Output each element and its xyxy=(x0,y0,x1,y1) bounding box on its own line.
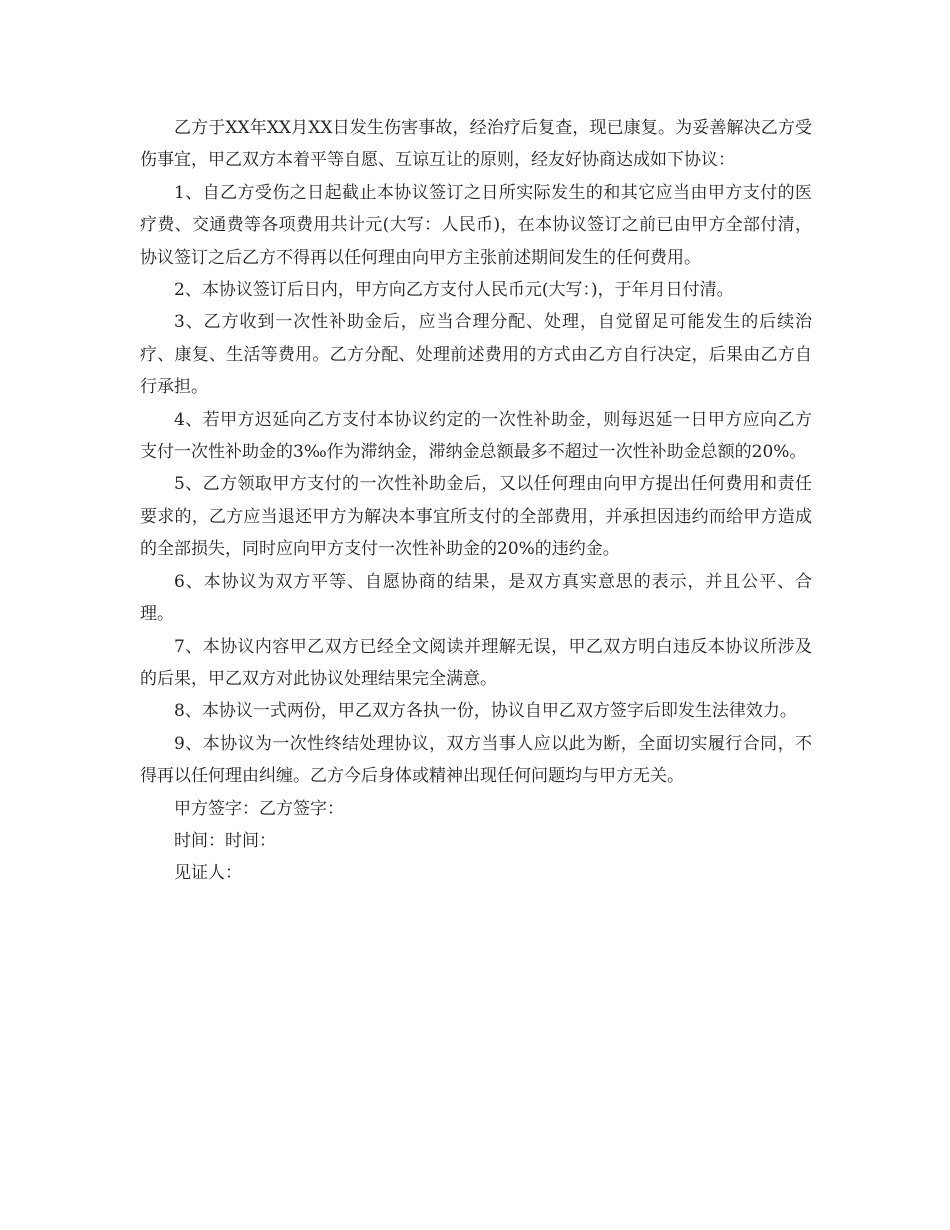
clause-9: 9、本协议为一次性终结处理协议，双方当事人应以此为断，全面切实履行合同，不得再以任何理由纠缠。乙方今后身体或精神出现任何问题均与甲方无关。 xyxy=(140,733,812,787)
clause-1: 1、自乙方受伤之日起截止本协议签订之日所实际发生的和其它应当由甲方支付的医疗费、交通费等各项费用共计元(大写：人民币)，在本协议签订之前已由甲方全部付清，协议签订之后乙方不得再以任何理由向甲方主张前述期间发生的任何费用。 xyxy=(140,182,812,268)
clause-4: 4、若甲方迟延向乙方支付本协议约定的一次性补助金，则每迟延一日甲方应向乙方支付一次性补助金的3‰作为滞纳金，滞纳金总额最多不超过一次性补助金总额的20%。 xyxy=(140,409,812,463)
clause-6: 6、本协议为双方平等、自愿协商的结果，是双方真实意思的表示，并且公平、合理。 xyxy=(140,571,812,625)
document-body xyxy=(140,112,812,890)
witness-line: 见证人： xyxy=(174,863,242,884)
intro-paragraph: 乙方于XX年XX月XX日发生伤害事故，经治疗后复查，现已康复。为妥善解决乙方受伤事宜，甲乙双方本着平等自愿、互谅互让的原则，经友好协商达成如下协议： xyxy=(140,118,812,171)
clause-5: 5、乙方领取甲方支付的一次性补助金后，又以任何理由向甲方提出任何费用和责任要求的，乙方应当退还甲方为解决本事宜所支付的全部费用，并承担因违约而给甲方造成的全部损失，同时应向甲方支付一次性补助金的20%的违约金。 xyxy=(140,474,812,560)
clause-2: 2、本协议签订后日内，甲方向乙方支付人民币元(大写：)，于年月日付清。 xyxy=(174,280,734,301)
clause-8: 8、本协议一式两份，甲乙双方各执一份，协议自甲乙双方签字后即发生法律效力。 xyxy=(174,701,797,722)
time-line: 时间：时间： xyxy=(174,830,276,851)
signature-line: 甲方签字：乙方签字： xyxy=(174,798,344,819)
clause-7: 7、本协议内容甲乙双方已经全文阅读并理解无误，甲乙双方明白违反本协议所涉及的后果，甲乙双方对此协议处理结果完全满意。 xyxy=(140,636,812,689)
clause-3: 3、乙方收到一次性补助金后，应当合理分配、处理，自觉留足可能发生的后续治疗、康复、生活等费用。乙方分配、处理前述费用的方式由乙方自行决定，后果由乙方自行承担。 xyxy=(140,312,812,398)
